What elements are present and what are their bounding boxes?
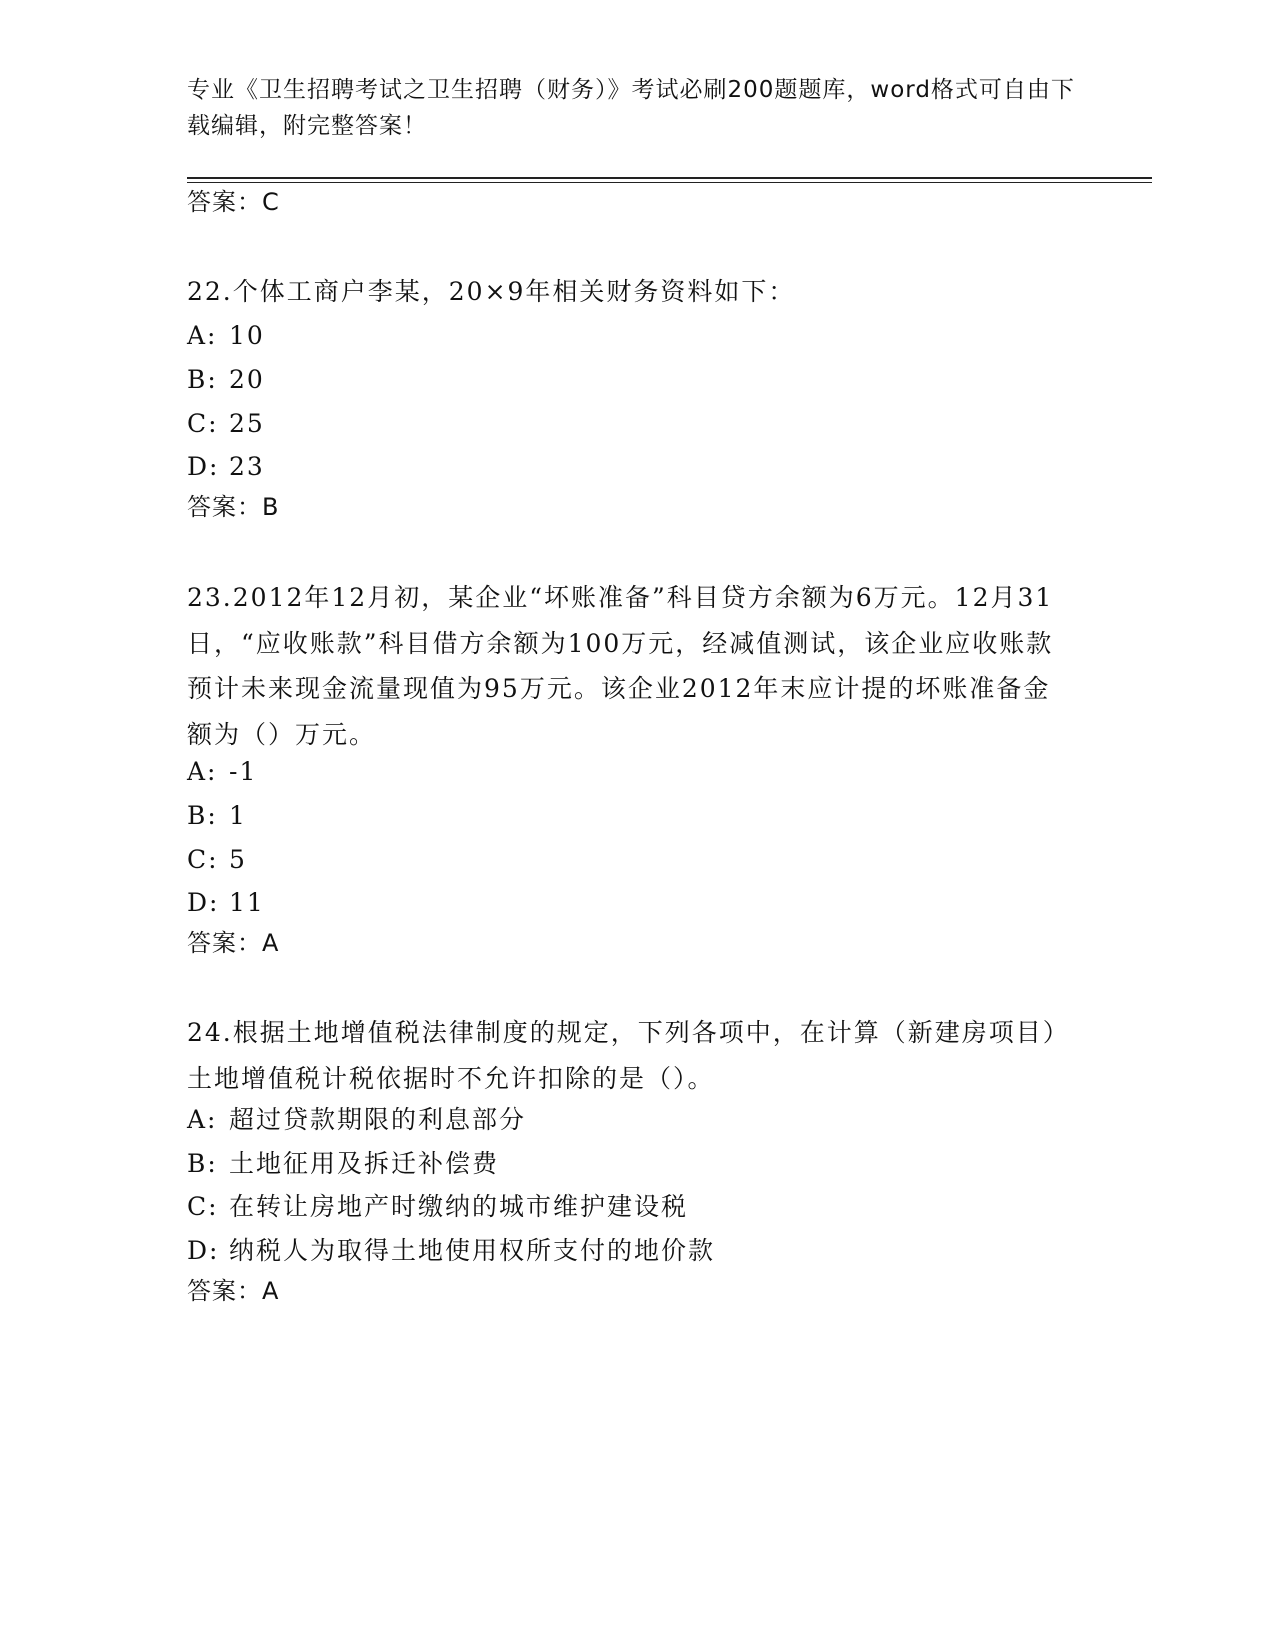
question-23-option-a [187, 749, 1087, 795]
option-letter: D: [187, 1236, 220, 1265]
option-letter: D: [187, 888, 220, 917]
question-23-stem: 23.2012年12月初，某企业“坏账准备”科目贷方余额为6万元。12月31日，“应收账款”科目借方余额为100万元，经减值测试，该企业应收账款预计未来现金流量现值为95万元。该企业2012年末应计提的坏账准备金额为（）万元。 [187, 583, 1054, 749]
option-text: 23 [229, 452, 265, 481]
option-letter: B: [187, 365, 218, 394]
option-letter: D: [187, 452, 220, 481]
question-22-option-c [187, 401, 1087, 447]
question-22-option-b [187, 357, 1087, 403]
question-24-option-d [187, 1228, 1087, 1274]
option-letter: A: [187, 321, 218, 350]
question-23-option-c [187, 837, 1087, 883]
option-letter: A: [187, 757, 218, 786]
option-text: 1 [229, 801, 247, 830]
header-rule-thick [187, 177, 1152, 179]
option-letter: C: [187, 845, 219, 874]
option-text: 超过贷款期限的利息部分 [229, 1105, 527, 1134]
question-24-option-c [187, 1184, 1087, 1230]
option-letter: A: [187, 1105, 218, 1134]
question-22-answer: 答案：B [187, 493, 280, 521]
question-24-stem: 24.根据土地增值税法律制度的规定，下列各项中，在计算（新建房项目）土地增值税计税依据时不允许扣除的是（）。 [187, 1018, 1058, 1093]
question-24-option-b [187, 1141, 1087, 1187]
option-text: 10 [229, 321, 265, 350]
question-24-option-a [187, 1097, 1087, 1143]
option-text: 土地征用及拆迁补偿费 [229, 1149, 500, 1178]
question-23-answer: 答案：A [187, 929, 280, 957]
option-text: 纳税人为取得土地使用权所支付的地价款 [229, 1236, 716, 1265]
option-letter: C: [187, 1192, 219, 1221]
question-22-stem: 22.个体工商户李某，20×9年相关财务资料如下： [187, 277, 796, 306]
question-23-option-d [187, 880, 1087, 926]
question-23-option-b [187, 793, 1087, 839]
option-text: 25 [229, 409, 265, 438]
header-rule-thin [187, 182, 1152, 183]
option-text: 5 [229, 845, 247, 874]
question-22-option-d [187, 444, 1087, 490]
option-letter: B: [187, 1149, 218, 1178]
option-text: 在转让房地产时缴纳的城市维护建设税 [229, 1192, 689, 1221]
question-22-option-a [187, 313, 1087, 359]
answer-prev: 答案：C [187, 188, 280, 216]
option-letter: C: [187, 409, 219, 438]
option-letter: B: [187, 801, 218, 830]
document-header: 专业《卫生招聘考试之卫生招聘（财务）》考试必刷200题题库，word格式可自由下载编辑，附完整答案！ [187, 77, 1075, 139]
option-text: 11 [229, 888, 265, 917]
option-text: -1 [229, 757, 258, 786]
question-24-answer: 答案：A [187, 1277, 280, 1305]
option-text: 20 [229, 365, 265, 394]
